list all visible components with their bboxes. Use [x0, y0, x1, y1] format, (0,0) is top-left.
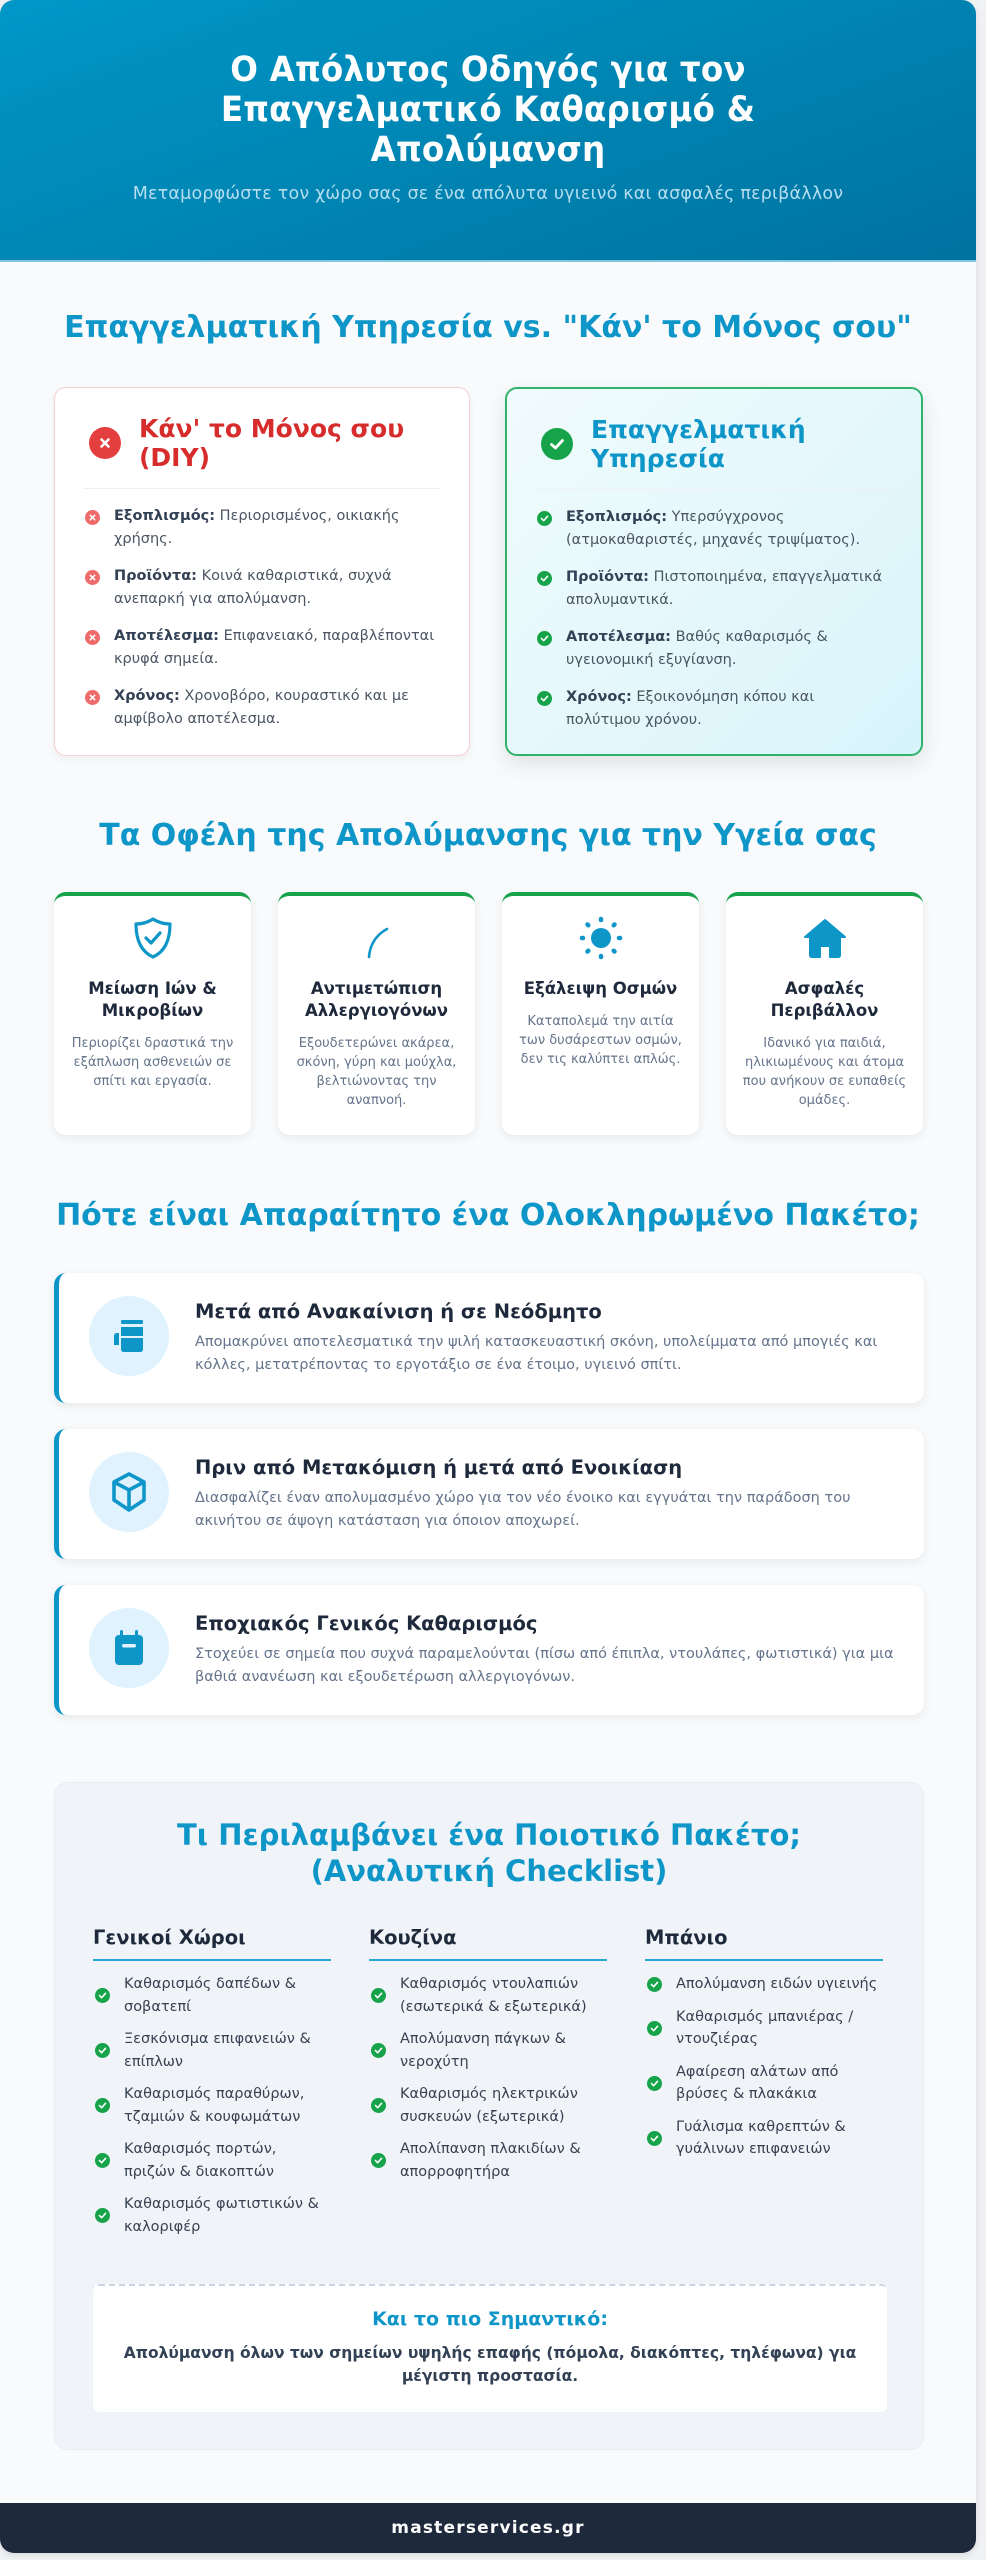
item-text: Καθαρισμός παραθύρων, τζαμιών & κουφωμάτων: [124, 2086, 305, 2125]
item-text: Απολίπανση πλακιδίων & απορροφητήρα: [400, 2141, 581, 2180]
check-circle-icon: [95, 2098, 110, 2113]
item-text: Γυάλισμα καθρεπτών & γυάλινων επιφανειών: [676, 2118, 846, 2157]
column-title: Γενικοί Χώροι: [93, 1925, 331, 1961]
x-circle-icon: [85, 630, 100, 645]
benefit-title: Εξάλειψη Οσμών: [523, 979, 678, 998]
column-title: Μπάνιο: [645, 1925, 883, 1961]
item-text: Καθαρισμός ηλεκτρικών συσκευών (εξωτερικά): [400, 2086, 578, 2125]
list-item: [535, 506, 893, 552]
checklist-item: [645, 2006, 883, 2051]
benefit-text: Εξουδετερώνει ακάρεα, σκόνη, γύρη και μούχλα, βελτιώνοντας την αναπνοή.: [296, 1036, 457, 1108]
item-label: Προϊόντα:: [566, 569, 649, 585]
item-text: Απολύμανση πάγκων & νεροχύτη: [400, 2031, 566, 2070]
paint-roller-icon: [89, 1296, 169, 1376]
item-text: Βαθύς καθαρισμός & υγειονομική εξυγίανση.: [566, 629, 828, 668]
benefit-title: Αντιμετώπιση Αλλεργιογόνων: [304, 979, 449, 1020]
check-circle-icon: [541, 428, 573, 460]
item-text: Κοινά καθαριστικά, συχνά ανεπαρκή για απολύμανση.: [114, 568, 392, 607]
column-title: Κουζίνα: [369, 1925, 607, 1961]
list-item: [83, 625, 441, 671]
benefit-card: [54, 892, 251, 1135]
list-item: [535, 566, 893, 612]
item-label: Εξοπλισμός:: [566, 509, 668, 525]
item-label: Αποτέλεσμα:: [566, 629, 671, 645]
item-label: Προϊόντα:: [114, 568, 197, 584]
check-circle-icon: [647, 2076, 662, 2091]
when-item-title: Εποχιακός Γενικός Καθαρισμός: [195, 1612, 538, 1635]
item-label: Χρόνος:: [114, 688, 180, 704]
pro-list: [535, 506, 893, 732]
check-circle-icon: [537, 511, 552, 526]
when-item-title: Πριν από Μετακόμιση ή μετά από Ενοικίαση: [195, 1456, 683, 1479]
benefit-card: [726, 892, 923, 1135]
checklist-title-line1: Τι Περιλαμβάνει ένα Ποιοτικό Πακέτο;: [177, 1818, 801, 1852]
checklist-item: [645, 2116, 883, 2161]
list-item: [535, 626, 893, 672]
check-circle-icon: [95, 2208, 110, 2223]
x-circle-icon: [85, 690, 100, 705]
important-text: Απολύμανση όλων των σημείων υψηλής επαφής (πόμολα, διακόπτες, τηλέφωνα) για μέγιστη προστασία.: [123, 2344, 857, 2385]
check-circle-icon: [537, 691, 552, 706]
checklist-column-kitchen: [369, 1925, 607, 2248]
benefit-card: [278, 892, 475, 1135]
x-circle-icon: [89, 427, 121, 459]
check-circle-icon: [647, 2131, 662, 2146]
item-text: Επιφανειακό, παραβλέπονται κρυφά σημεία.: [114, 628, 435, 667]
footer: [0, 2503, 976, 2553]
checklist-item: [93, 1973, 331, 2018]
x-circle-icon: [85, 570, 100, 585]
checklist-column-general: [93, 1925, 331, 2248]
diy-card: [54, 387, 470, 756]
important-title: Και το πιο Σημαντικό:: [372, 2308, 608, 2330]
benefit-text: Περιορίζει δραστικά την εξάπλωση ασθενειών σε σπίτι και εργασία.: [71, 1036, 234, 1089]
checklist-title-line2: (Αναλυτική Checklist): [310, 1854, 668, 1888]
check-circle-icon: [95, 1988, 110, 2003]
diy-list: [83, 505, 441, 731]
item-text: Υπερσύγχρονος (ατμοκαθαριστές, μηχανές τριψίματος).: [566, 509, 861, 548]
checklist-item: [369, 1973, 607, 2018]
page-title: Ο Απόλυτος Οδηγός για τον Επαγγελματικό Καθαρισμό & Απολύμανση: [220, 50, 756, 170]
hero-header: [0, 0, 976, 262]
home-icon: [740, 916, 909, 960]
when-card: [54, 1429, 924, 1559]
benefit-title: Μείωση Ιών & Μικροβίων: [88, 979, 217, 1020]
check-circle-icon: [371, 1988, 386, 2003]
benefit-text: Ιδανικό για παιδιά, ηλικιωμένους και άτομα που ανήκουν σε ευπαθείς ομάδες.: [742, 1036, 907, 1108]
x-circle-icon: [85, 510, 100, 525]
item-text: Πιστοποιημένα, επαγγελματικά απολυμαντικά.: [566, 569, 883, 608]
list-item: [535, 686, 893, 732]
benefit-text: Καταπολεμά την αιτία των δυσάρεστων οσμών, δεν τις καλύπτει απλώς.: [519, 1014, 682, 1067]
box-icon: [89, 1452, 169, 1532]
shield-check-icon: [68, 916, 237, 960]
check-circle-icon: [371, 2043, 386, 2058]
page-subtitle: Μεταμορφώστε τον χώρο σας σε ένα απόλυτα υγιεινό και ασφαλές περιβάλλον: [132, 184, 844, 204]
list-item: [83, 565, 441, 611]
diy-title: Κάν' το Μόνος σου (DIY): [139, 414, 405, 472]
checklist-item: [645, 2061, 883, 2106]
item-text: Καθαρισμός μπανιέρας / ντουζιέρας: [676, 2008, 854, 2047]
checklist-item: [369, 2138, 607, 2183]
item-text: Καθαρισμός δαπέδων & σοβατεπί: [124, 1976, 297, 2015]
benefit-card: [502, 892, 699, 1135]
check-circle-icon: [537, 631, 552, 646]
when-item-text: Απομακρύνει αποτελεσματικά την ψιλή κατασκευαστική σκόνη, υπολείμματα από μπογιές και κόλλες, μετατρέποντας το εργοτάξιο σε ένα έτοιμο, υγιεινό σπίτι.: [195, 1334, 878, 1373]
checklist-title: [55, 1817, 923, 1889]
when-card: [54, 1585, 924, 1715]
pro-title: Επαγγελματική Υπηρεσία: [591, 415, 806, 473]
item-text: Καθαρισμός φωτιστικών & καλοριφέρ: [124, 2196, 319, 2235]
important-note: [93, 2284, 887, 2412]
item-text: Περιορισμένος, οικιακής χρήσης.: [114, 508, 400, 547]
item-text: Απολύμανση ειδών υγιεινής: [676, 1976, 878, 1992]
checklist-column-bathroom: [645, 1925, 883, 2248]
item-text: Καθαρισμός ντουλαπιών (εσωτερικά & εξωτερικά): [400, 1976, 587, 2015]
item-text: Χρονοβόρο, κουραστικό και με αμφίβολο αποτέλεσμα.: [114, 688, 409, 727]
checklist-item: [645, 1973, 883, 1996]
check-circle-icon: [95, 2153, 110, 2168]
checklist-section: [54, 1782, 924, 2450]
when-card: [54, 1273, 924, 1403]
item-text: Αφαίρεση αλάτων από βρύσες & πλακάκια: [676, 2063, 839, 2102]
list-item: [83, 685, 441, 731]
when-title: Πότε είναι Απαραίτητο ένα Ολοκληρωμένο Πακέτο;: [56, 1198, 920, 1233]
check-circle-icon: [371, 2153, 386, 2168]
checklist-item: [369, 2028, 607, 2073]
check-circle-icon: [647, 1977, 662, 1992]
checklist-item: [93, 2138, 331, 2183]
item-label: Εξοπλισμός:: [114, 508, 216, 524]
check-circle-icon: [537, 571, 552, 586]
when-item-text: Διασφαλίζει έναν απολυμασμένο χώρο για τον νέο ένοικο και εγγυάται την παράδοση του ακινήτου σε άψογη κατάσταση για όποιον αποχωρεί.: [195, 1490, 851, 1529]
benefits-title: Τα Οφέλη της Απολύμανσης για την Υγεία σας: [99, 818, 877, 853]
benefit-title: Ασφαλές Περιβάλλον: [770, 979, 879, 1020]
item-label: Χρόνος:: [566, 689, 632, 705]
when-item-text: Στοχεύει σε σημεία που συχνά παραμελούνται (πίσω από έπιπλα, ντουλάπες, φωτιστικά) για μια βαθιά ανανέωση και εξουδετέρωση αλλεργιογόνων.: [195, 1646, 894, 1685]
checklist-item: [93, 2083, 331, 2128]
checklist-item: [93, 2028, 331, 2073]
sun-icon: [516, 916, 685, 960]
checklist-item: [369, 2083, 607, 2128]
check-circle-icon: [647, 2021, 662, 2036]
item-label: Αποτέλεσμα:: [114, 628, 219, 644]
item-text: Εξοικονόμηση κόπου και πολύτιμου χρόνου.: [566, 689, 815, 728]
calendar-icon: [89, 1608, 169, 1688]
feather-icon: [292, 916, 461, 960]
pro-card: [505, 387, 923, 756]
list-item: [83, 505, 441, 551]
item-text: Ξεσκόνισμα επιφανειών & επίπλων: [124, 2031, 311, 2070]
when-item-title: Μετά από Ανακαίνιση ή σε Νεόδμητο: [195, 1300, 602, 1323]
checklist-item: [93, 2193, 331, 2238]
check-circle-icon: [95, 2043, 110, 2058]
item-text: Καθαρισμός πορτών, πριζών & διακοπτών: [124, 2141, 277, 2180]
footer-site: masterservices.gr: [391, 2518, 585, 2538]
comparison-title: Επαγγελματική Υπηρεσία vs. "Κάν' το Μόνος σου": [64, 310, 912, 345]
check-circle-icon: [371, 2098, 386, 2113]
